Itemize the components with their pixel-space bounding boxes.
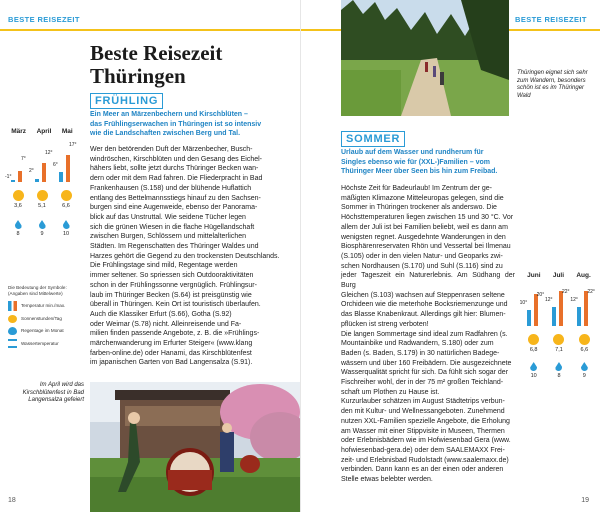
body-line: nutzen XXL-Familien spezielle Angebote, die Erholung: [341, 417, 510, 425]
spring-body: [90, 145, 296, 368]
legend-label: Temperatur min./max.: [21, 303, 66, 308]
thermometer-icon: [8, 301, 17, 311]
lead-line: das Frühlingserwachen in Thüringen ist so intensiv: [90, 120, 262, 128]
running-head-right: BESTE REISEZEIT: [515, 15, 587, 24]
rain-drop-icon: [581, 362, 588, 371]
body-line: Höchste Zeit für Badeurlaub! Im Zentrum der ge-: [341, 185, 492, 192]
temp-low-label: 2°: [29, 168, 34, 174]
body-line: Fischreiher wohl, der in der 75 m² großen Teichland-: [341, 379, 504, 387]
body-line: Harzes gehört die Gegend zu den trockensten Deutschlands.: [90, 252, 280, 260]
body-line: Mountainbike und Radwandern, S.180) oder zum: [341, 340, 494, 348]
body-line: zeit- und Erlebnisbad Rudolstadt (www.saalemaxx.de): [341, 456, 509, 464]
symbol-legend: [8, 285, 82, 348]
body-line: jeder Tageszeit ein Naturerlebnis. Am Südhang der Burg: [341, 272, 515, 290]
body-line: hofwiesenbad-gera.de) oder dem SAALEMAXX Frei-: [341, 446, 505, 454]
sun-hours-row-spring: [6, 190, 78, 209]
sun-icon: [553, 334, 564, 345]
rain-drop-icon: [15, 220, 22, 229]
rain-drop-icon: [39, 220, 46, 229]
temperature-bars-summer: [521, 284, 597, 326]
temp-low-bar: [11, 180, 15, 182]
temp-high-bar: [584, 291, 588, 326]
header-rule-left: [0, 29, 300, 31]
rain-drop-icon: [555, 362, 562, 371]
rain-days-cell: [524, 362, 544, 379]
temp-bar-cell: [29, 142, 53, 182]
legend-label: Wassertemperatur: [21, 340, 59, 346]
temp-low-label: 12°: [570, 297, 578, 303]
body-line: wenigsten regnet. Ausgedehnte Wanderungen in den: [341, 233, 506, 241]
body-line: oder Weimar (S.78) nicht. Alleinreisende und Fa-: [90, 320, 242, 328]
temp-low-bar: [35, 179, 39, 182]
season-label-summer: SOMMER: [341, 131, 405, 147]
sun-hours-cell: [574, 334, 594, 353]
body-line: Höchsttemperaturen liegen zwischen 15 und 30 °C. Vor: [341, 214, 514, 222]
sun-hours-row-summer: [521, 334, 597, 353]
climate-months-spring: [6, 128, 78, 135]
body-line: Auch die Klassiker Erfurt (S.66), Gotha (S.92): [90, 310, 232, 318]
sun-hours-cell: [524, 334, 544, 353]
rain-drop-icon: [8, 327, 17, 335]
temp-high-label: 22°: [587, 289, 595, 295]
rain-days-row-summer: [521, 362, 597, 379]
rain-days-cell: [32, 220, 52, 237]
body-line: Frankenhausen (S.158) und der blühende Huflattich: [90, 184, 252, 192]
lead-line: Singles ebenso wie für (XXL-)Familien – vom: [341, 158, 490, 166]
temp-high-label: 17°: [69, 142, 77, 148]
rain-days-value: 8: [557, 373, 561, 379]
legend-row: [8, 315, 82, 323]
body-line: wässern und über 160 Freibädern. Die ausgezeichnete: [341, 359, 512, 367]
body-line: allem der Juli ist bei Familien beliebt, weil es dann am: [341, 223, 508, 231]
lead-line: Ein Meer an Märzenbechern und Kirschblüten –: [90, 111, 248, 118]
sun-icon: [8, 315, 17, 323]
body-line: am Wasser mit einer Stippvisite in Museen, Thermen: [341, 427, 505, 435]
sun-hours-value: 6,6: [62, 203, 70, 209]
temp-high-label: 7°: [21, 156, 26, 162]
temp-bar-cell: [519, 286, 545, 326]
body-line: Wasserqualität spricht für sich. Da fühlt sich sogar der: [341, 369, 509, 377]
temp-low-label: -1°: [5, 174, 12, 180]
legend-title: Die Bedeutung der Symbole: (Angaben sind Mittelwerte): [8, 285, 67, 296]
sun-icon: [61, 190, 72, 201]
body-line: überall in Thüringen. Kein Ort ist touristisch überlaufen.: [90, 301, 261, 309]
sun-hours-cell: [549, 334, 569, 353]
title-line-2: Thüringen: [90, 64, 186, 88]
rain-days-value: 10: [62, 231, 70, 237]
temp-low-label: 6°: [53, 162, 58, 168]
body-line: laub im Thüringer Becken (S.64) ist preisgünstig wie: [90, 291, 252, 299]
body-line: den mit Kultur- und Wellnessangeboten. Zunehmend: [341, 408, 505, 416]
body-line: Kurzurlauber schätzen im August Städtetrips verbun-: [341, 398, 505, 406]
body-line: Biosphärenreservaten Rhön und Vessertal bei Ilmenau: [341, 243, 511, 251]
rain-days-value: 9: [582, 373, 586, 379]
month-label: März: [11, 128, 27, 135]
temp-low-bar: [577, 307, 581, 326]
legend-row: [8, 339, 82, 348]
rain-days-row-spring: [6, 220, 78, 237]
body-line: mäßigten Klimazone Mitteleuropas gelegen, sind die: [341, 194, 504, 202]
body-line: milien finden passende Angebote, z. B. die »Frühlings-: [90, 330, 260, 338]
right-page: [300, 0, 600, 512]
header-rule-right-a: [301, 29, 341, 31]
body-line: Wer den betörenden Duft der Märzenbecher, Busch-: [90, 146, 253, 153]
page-number-right: 19: [581, 497, 589, 504]
body-line: windröschen, Kirschblüten und den Gesang des Eichel-: [90, 155, 262, 163]
summer-lead: [341, 148, 551, 177]
lead-line: wie die Landschaften zwischen Berg und Tal.: [90, 130, 241, 138]
body-line: schon in der Frühlingssonne vergnüglich. Frühlingsur-: [90, 281, 257, 289]
body-line: schen Nordhausen (S.170) und Suhl (S.116) sind zu: [341, 262, 503, 270]
sun-hours-value: 6,8: [529, 347, 538, 353]
temp-low-label: 12°: [544, 297, 553, 303]
lead-line: Urlaub auf dem Wasser und rundherum für: [341, 149, 484, 156]
title-line-1: Beste Reisezeit: [90, 41, 223, 65]
sun-hours-cell: [56, 190, 76, 209]
month-label: Mai: [61, 128, 73, 135]
body-line: Baden (s. Baden, S.179) in 30 natürlichen Badege-: [341, 349, 500, 357]
rain-drop-icon: [530, 362, 537, 371]
temp-bar-cell: [5, 142, 27, 182]
cherry-blossom-festival-photo: [90, 382, 300, 512]
page-title: [90, 42, 222, 88]
festival-photo-illustration: [90, 382, 300, 512]
rain-days-cell: [574, 362, 594, 379]
sun-hours-value: 5,1: [38, 203, 46, 209]
body-line: Orchideen wie die meterhohe Bocksriemenzunge und: [341, 301, 508, 309]
sun-hours-value: 3,6: [14, 203, 22, 209]
lead-line: Thüringer Meer über Seen bis hin zum Freibad.: [341, 168, 498, 176]
temp-high-bar: [18, 171, 22, 182]
body-line: Stelle etwas belebter werden.: [341, 476, 433, 484]
temp-high-label: 22°: [561, 289, 570, 295]
body-line: im japanischen Garten von Bad Langensalza (S.91).: [90, 359, 253, 367]
month-label: April: [36, 128, 52, 135]
sun-hours-cell: [32, 190, 52, 209]
photo-caption-left: Im April wird das Kirschblütenfest in Bad Langensalza gefeiert: [22, 382, 84, 404]
body-line: oder Erlebnisbädern wie im Hofwiesenbad Gera (www.: [341, 437, 511, 445]
body-line: Die Frühlingstage sind mild, Regentage werden: [90, 262, 238, 270]
temp-low-label: 10°: [519, 300, 528, 306]
body-line: Sommer in Thüringen trockener als anderswo. Die: [341, 204, 497, 212]
sun-hours-value: 6,6: [580, 347, 589, 353]
temp-high-label: 20°: [536, 292, 545, 298]
body-line: verbinden. Dann kann es an der einen oder anderen: [341, 466, 504, 474]
temp-low-bar: [59, 172, 63, 182]
sun-hours-value: 7,1: [555, 347, 563, 353]
body-line: pflücken ist streng verboten!: [341, 320, 429, 328]
temp-bar-cell: [570, 286, 595, 326]
body-line: farben-online.de) oder Hanami, das Kirschblütenfest: [90, 349, 252, 357]
hiking-photo-illustration: [341, 0, 509, 116]
sun-icon: [528, 334, 539, 345]
body-line: dern oder mit dem Rad fahren. Die Fliederpracht in Bad: [90, 175, 263, 183]
temp-bar-cell: [544, 286, 570, 326]
rain-days-cell: [549, 362, 569, 379]
body-line: schaft um Plothen zu Hause ist.: [341, 388, 440, 396]
legend-row: [8, 327, 82, 335]
sun-icon: [37, 190, 48, 201]
legend-row: [8, 301, 82, 311]
temp-high-bar: [559, 291, 563, 326]
temp-high-bar: [534, 294, 538, 326]
sun-hours-cell: [8, 190, 28, 209]
water-temperature-icon: [8, 339, 17, 348]
rain-days-value: 8: [16, 231, 20, 237]
body-line: burgen sind eine Augenweide, ebenso der Panorama-: [90, 204, 258, 212]
body-line: zwischen Burgen, Schlössern und mittelalterlichen: [90, 233, 247, 241]
spring-lead: [90, 110, 296, 139]
legend-label: Sonnenstunden/Tag: [21, 316, 62, 321]
body-line: märchenwanderung im Erfurter Steiger« (www.klang: [90, 340, 253, 348]
temperature-bars-spring: [6, 140, 78, 182]
rain-days-cell: [8, 220, 28, 237]
month-label: Juli: [552, 272, 565, 279]
body-line: das Blasse Knabenkraut. Allerdings gilt hier: Blumen-: [341, 311, 506, 319]
temp-high-bar: [42, 163, 46, 182]
temp-bar-cell: [53, 142, 77, 182]
month-label: Juni: [527, 272, 541, 279]
summer-body: [341, 184, 515, 485]
body-line: (S.105) oder in den vielen Natur- und Geoparks zwi-: [341, 252, 503, 260]
temp-low-bar: [552, 307, 556, 326]
body-line: Gleichen (S.103) wachsen auf Steppenrasen seltene: [341, 291, 505, 299]
legend-label: Regentage im Monat: [21, 328, 64, 333]
climate-months-summer: [521, 272, 597, 279]
rain-days-cell: [56, 220, 76, 237]
temp-high-bar: [66, 155, 70, 182]
body-line: immer seltener. So spriessen sich Outdooraktivitäten: [90, 272, 254, 280]
body-line: Die langen Sommertage sind ideal zum Radfahren (s.: [341, 330, 508, 338]
body-line: hähers liebt, sollte jetzt durchs Thüringer Becken wan-: [90, 165, 259, 173]
sun-icon: [579, 334, 590, 345]
rain-days-value: 10: [530, 373, 537, 379]
body-line: blick auf das Unstruttal. Wie seidene Tücher legen: [90, 213, 246, 221]
photo-caption-right: Thüringen eignet sich sehr zum Wandern, besonders schön ist es im Thüringer Wald: [517, 70, 588, 99]
temp-low-bar: [527, 310, 531, 326]
body-line: sich die grünen Wiesen in die flache Hügellandschaft: [90, 223, 255, 231]
body-line: entlang des Bettelmannsstiegs hinauf zu den Sachsen-: [90, 194, 261, 202]
season-label-spring: FRÜHLING: [90, 93, 163, 109]
rain-drop-icon: [63, 220, 70, 229]
rain-days-value: 9: [40, 231, 44, 237]
hiking-trail-photo: [341, 0, 509, 116]
month-label: Aug.: [576, 272, 591, 279]
header-rule-right-b: [509, 29, 600, 31]
body-line: Städten. Im Regenschatten des Thüringer Waldes und: [90, 243, 259, 251]
sun-icon: [13, 190, 24, 201]
running-head-left: BESTE REISEZEIT: [8, 15, 80, 24]
temp-high-label: 12°: [45, 150, 53, 156]
page-number-left: 18: [8, 497, 16, 504]
